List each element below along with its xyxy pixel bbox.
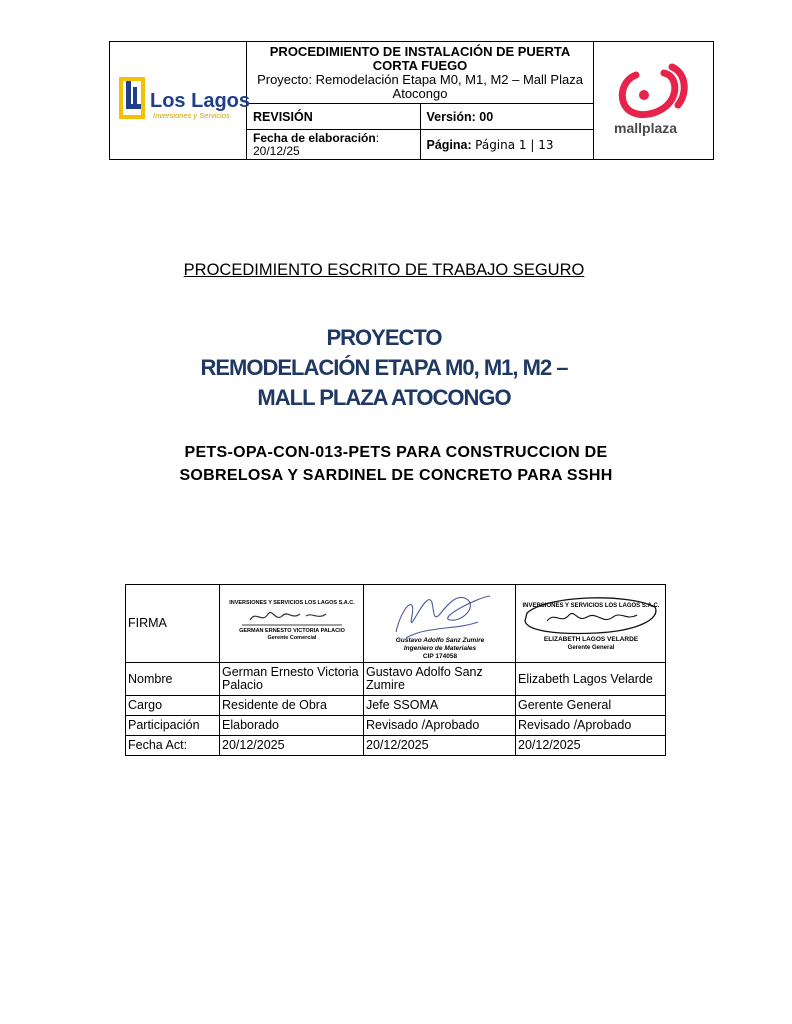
pagina-label: Página: [426,137,472,152]
row-label: Nombre [126,663,220,696]
cargo-row [126,696,666,716]
nombre-row [126,663,666,696]
firma-label: FIRMA [126,585,220,663]
signature-stamp-2 [364,585,516,663]
stamp-3-company: INVERSIONES Y SERVICIOS LOS LAGOS S.A.C. [521,602,660,609]
stamp-1-company: INVERSIONES Y SERVICIOS LOS LAGOS S.A.C. [228,599,355,606]
stamp-2-role: Ingeniero de Materiales [403,644,476,652]
signature-stroke-1 [250,612,326,620]
table-cell: 20/12/2025 [364,736,516,756]
pets-title-line-2: SOBRELOSA Y SARDINEL DE CONCRETO PARA SSHH [179,467,613,484]
pets-title-line-1: PETS-OPA-CON-013-PETS PARA CONSTRUCCION DE [184,444,608,461]
stamp-3-role: Gerente General [567,644,614,651]
signature-table [125,584,666,756]
fecha-colon: : [375,130,380,145]
table-cell: Revisado /Aprobado [516,716,666,736]
row-label: Cargo [126,696,220,716]
table-cell: Gustavo Adolfo Sanz Zumire [364,663,516,696]
table-cell: German Ernesto Victoria Palacio [220,663,364,696]
los-lagos-logo-tagline: Inversiones y Servicios [153,111,230,120]
fecha-value: 20/12/25 [253,143,300,158]
document-subtitle: PROCEDIMIENTO ESCRITO DE TRABAJO SEGURO [183,261,585,279]
table-cell: Residente de Obra [220,696,364,716]
table-cell: 20/12/2025 [516,736,666,756]
stamp-2-cip: CIP 174058 [422,652,457,660]
firma-row [126,585,666,663]
participacion-row [126,716,666,736]
fecha-act-row [126,736,666,756]
los-lagos-logo-name: Los Lagos [150,90,251,112]
pets-title [0,441,792,487]
pagina-value: Página 1 | 13 [475,137,554,152]
project-heading: PROYECTO [326,325,442,350]
document-header [109,41,714,160]
pagina-cell [420,130,594,160]
table-cell: Revisado /Aprobado [364,716,516,736]
revision-label: REVISIÓN [247,104,421,130]
stamp-1-name: GERMAN ERNESTO VICTORIA PALACIO [238,627,345,634]
row-label: Participación [126,716,220,736]
table-cell: 20/12/2025 [220,736,364,756]
project-site-line: MALL PLAZA ATOCONGO [257,385,511,410]
table-cell: Gerente General [516,696,666,716]
mallplaza-logo [612,59,696,139]
stamp-1-role: Gerente Comercial [267,634,316,641]
header-title-cell [247,42,594,104]
fecha-cell [247,130,421,160]
project-line: Proyecto: Remodelación Etapa M0, M1, M2 – Mall Plaza Atocongo [257,71,583,101]
project-name-line: REMODELACIÓN ETAPA M0, M1, M2 – [200,355,568,380]
los-lagos-logo [117,71,251,127]
mallplaza-logo-name: mallplaza [613,120,677,136]
stamp-2-name: Gustavo Adolfo Sanz Zumire [395,636,484,644]
table-cell: Elizabeth Lagos Velarde [516,663,666,696]
signature-stamp-3 [516,585,666,663]
version-label: Versión: 00 [420,104,594,130]
los-lagos-logo-cell [110,42,251,160]
signature-stamp-1 [220,585,364,663]
procedure-title: PROCEDIMIENTO DE INSTALACIÓN DE PUERTA CORTA FUEGO [269,43,571,73]
fecha-label: Fecha de elaboración [253,130,376,145]
signature-stroke-2 [396,596,490,638]
row-label: Fecha Act: [126,736,220,756]
table-cell: Jefe SSOMA [364,696,516,716]
mallplaza-logo-cell [594,42,714,160]
table-cell: Elaborado [220,716,364,736]
stamp-3-name: ELIZABETH LAGOS VELARDE [543,635,638,643]
